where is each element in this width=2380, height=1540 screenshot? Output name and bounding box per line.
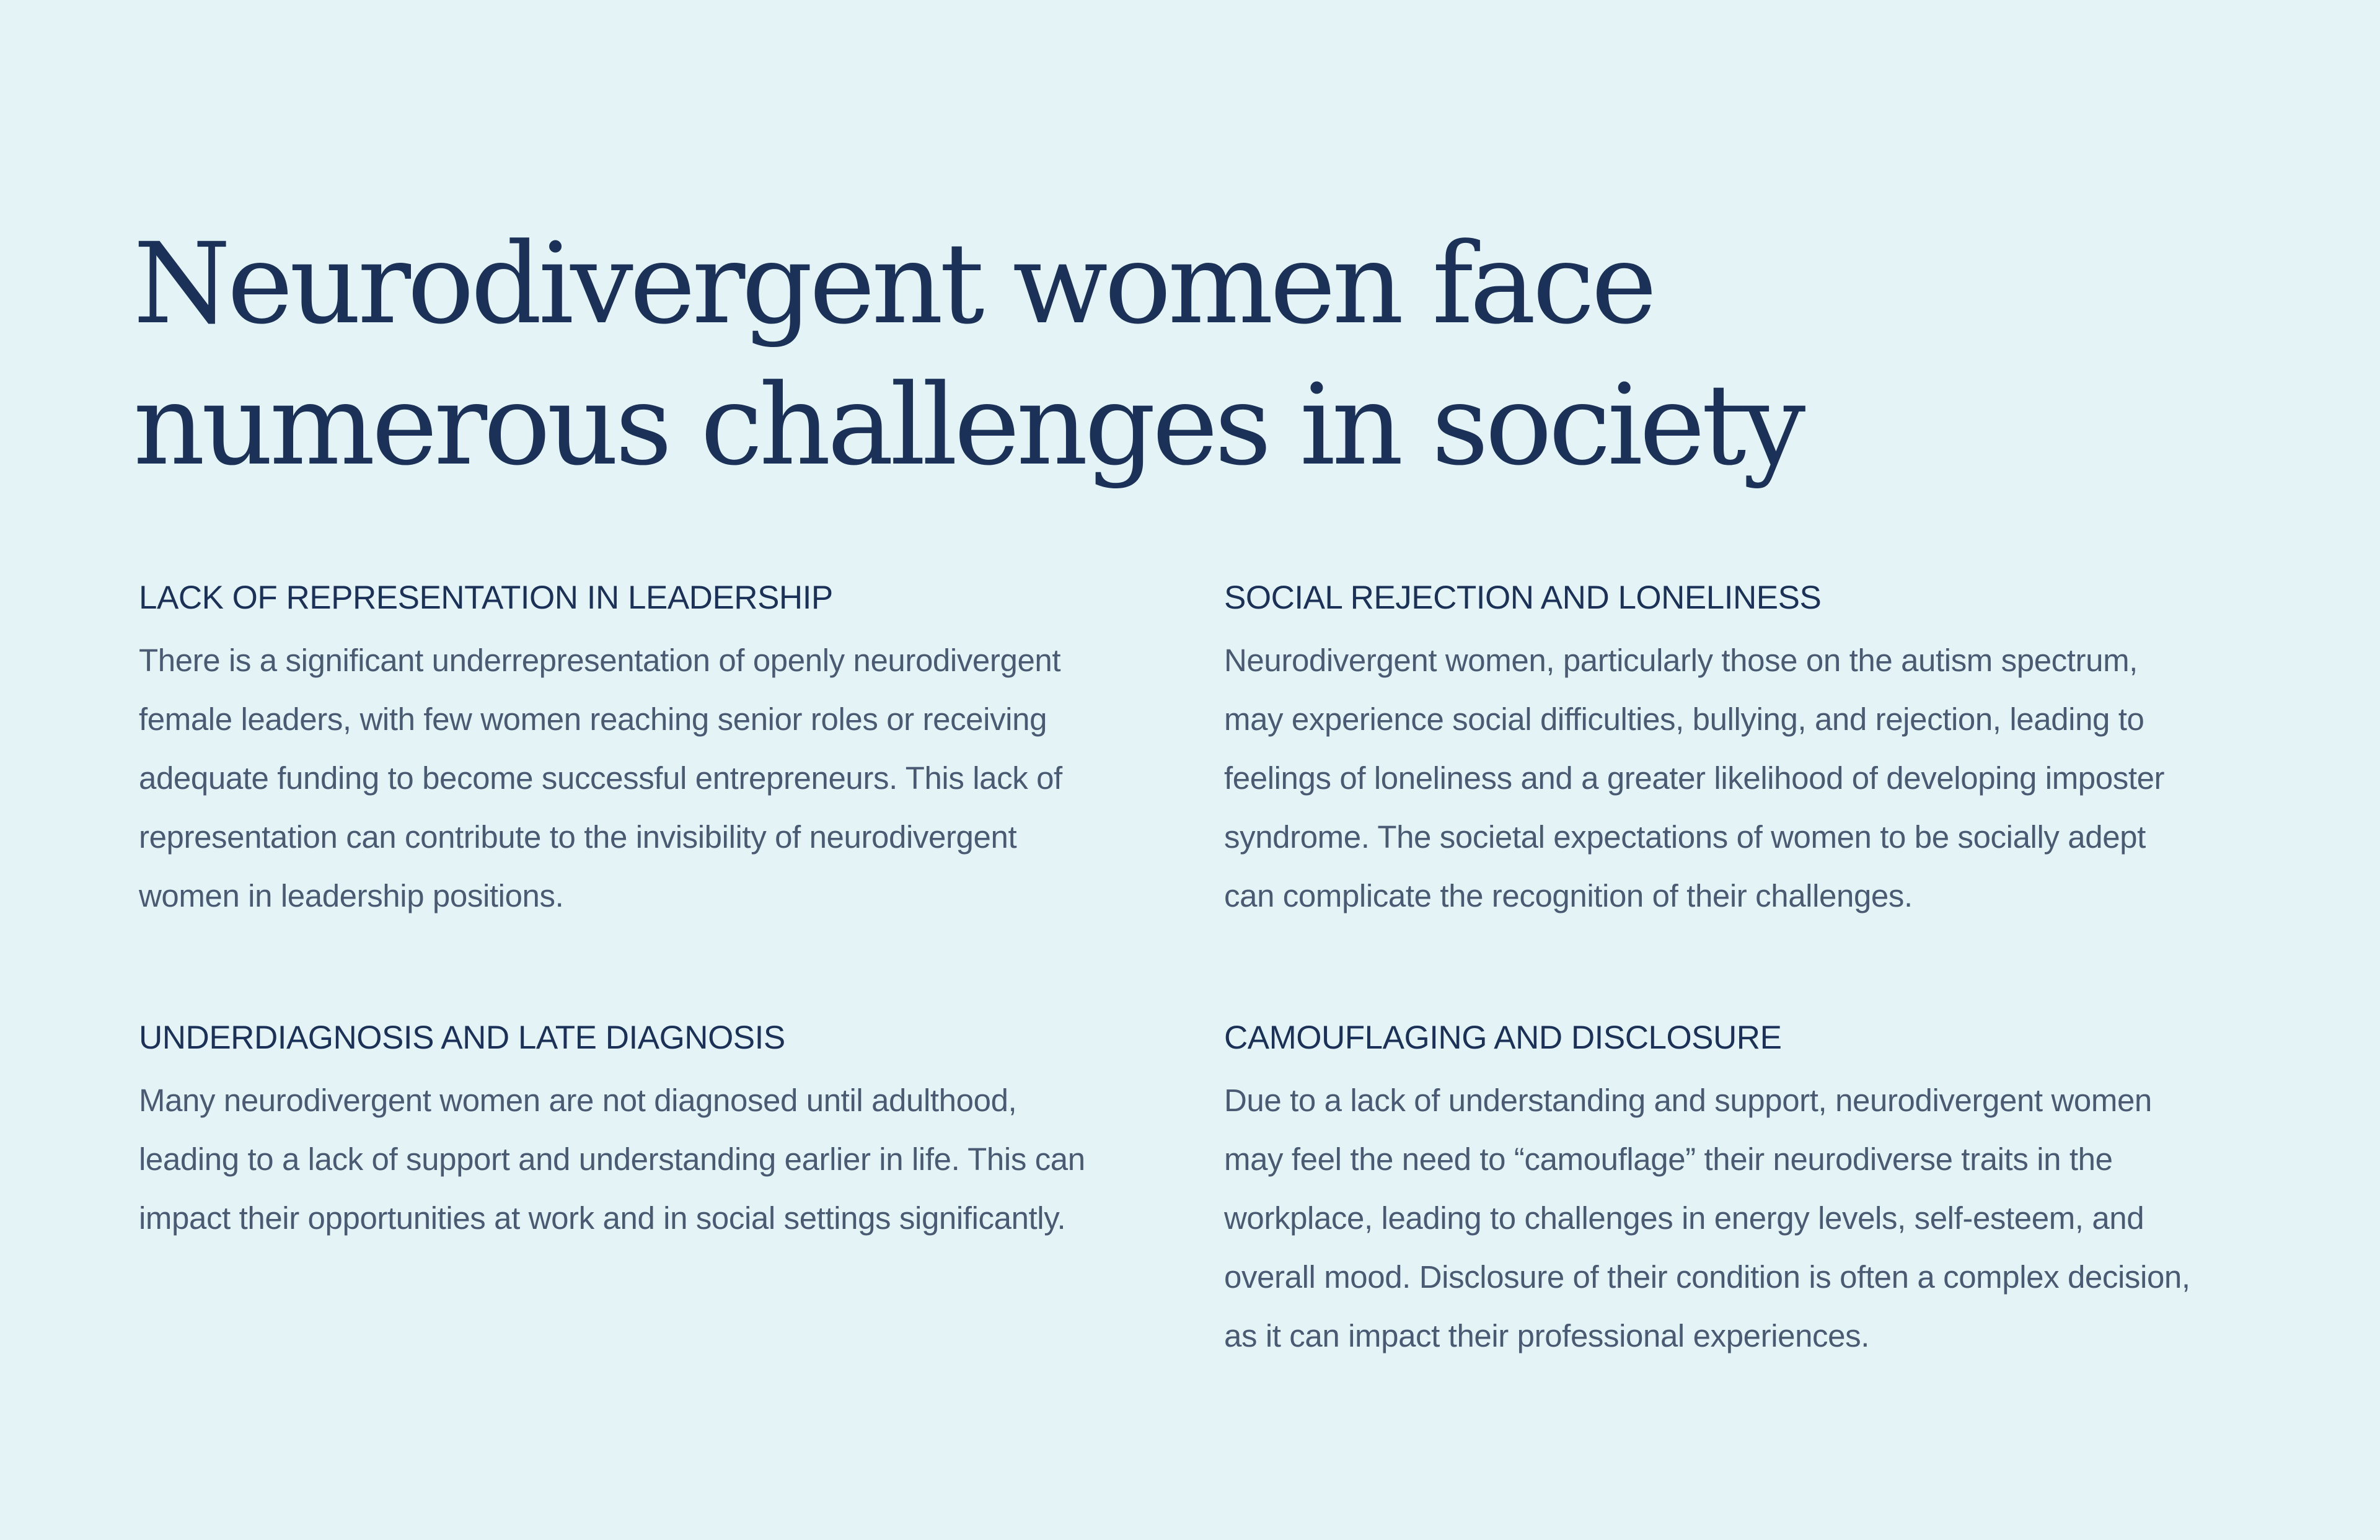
body-line: There is a significant underrepresentation of openly neurodivergent: [139, 643, 1061, 678]
body-line: Due to a lack of understanding and support, neurodivergent women: [1224, 1083, 2152, 1118]
section-heading: SOCIAL REJECTION AND LONELINESS: [1224, 579, 1822, 616]
body-line: female leaders, with few women reaching senior roles or receiving: [139, 702, 1047, 737]
body-line: Many neurodivergent women are not diagnosed until adulthood,: [139, 1083, 1017, 1118]
section-lack-of-representation: [139, 576, 1192, 925]
section-body: [1224, 1071, 2278, 1365]
body-line: may experience social difficulties, bullying, and rejection, leading to: [1224, 702, 2144, 737]
section-heading: UNDERDIAGNOSIS AND LATE DIAGNOSIS: [139, 1019, 785, 1056]
section-heading: LACK OF REPRESENTATION IN LEADERSHIP: [139, 579, 833, 616]
section-body: [139, 631, 1192, 925]
body-line: women in leadership positions.: [139, 878, 564, 913]
section-camouflaging: [1224, 1016, 2278, 1365]
page-title-line-2: numerous challenges in society: [133, 361, 1802, 490]
section-heading: CAMOUFLAGING AND DISCLOSURE: [1224, 1019, 1782, 1056]
body-line: may feel the need to “camouflage” their neurodiverse traits in the: [1224, 1142, 2113, 1177]
section-body: [139, 1071, 1192, 1247]
body-line: impact their opportunities at work and in social settings significantly.: [139, 1200, 1066, 1236]
body-line: syndrome. The societal expectations of women to be socially adept: [1224, 819, 2146, 855]
page-title-line-1: Neurodivergent women face: [133, 219, 1654, 349]
body-line: leading to a lack of support and understanding earlier in life. This can: [139, 1142, 1085, 1177]
body-line: representation can contribute to the invisibility of neurodivergent: [139, 819, 1017, 855]
body-line: can complicate the recognition of their challenges.: [1224, 878, 1913, 913]
section-body: [1224, 631, 2278, 925]
body-line: Neurodivergent women, particularly those on the autism spectrum,: [1224, 643, 2138, 678]
body-line: feelings of loneliness and a greater likelihood of developing imposter: [1224, 760, 2165, 796]
body-line: as it can impact their professional experiences.: [1224, 1318, 1869, 1353]
page-title: [133, 214, 1802, 496]
body-line: adequate funding to become successful entrepreneurs. This lack of: [139, 760, 1062, 796]
body-line: workplace, leading to challenges in energy levels, self-esteem, and: [1224, 1200, 2144, 1236]
section-social-rejection: [1224, 576, 2278, 925]
body-line: overall mood. Disclosure of their condition is often a complex decision,: [1224, 1259, 2190, 1295]
section-underdiagnosis: [139, 1016, 1192, 1247]
